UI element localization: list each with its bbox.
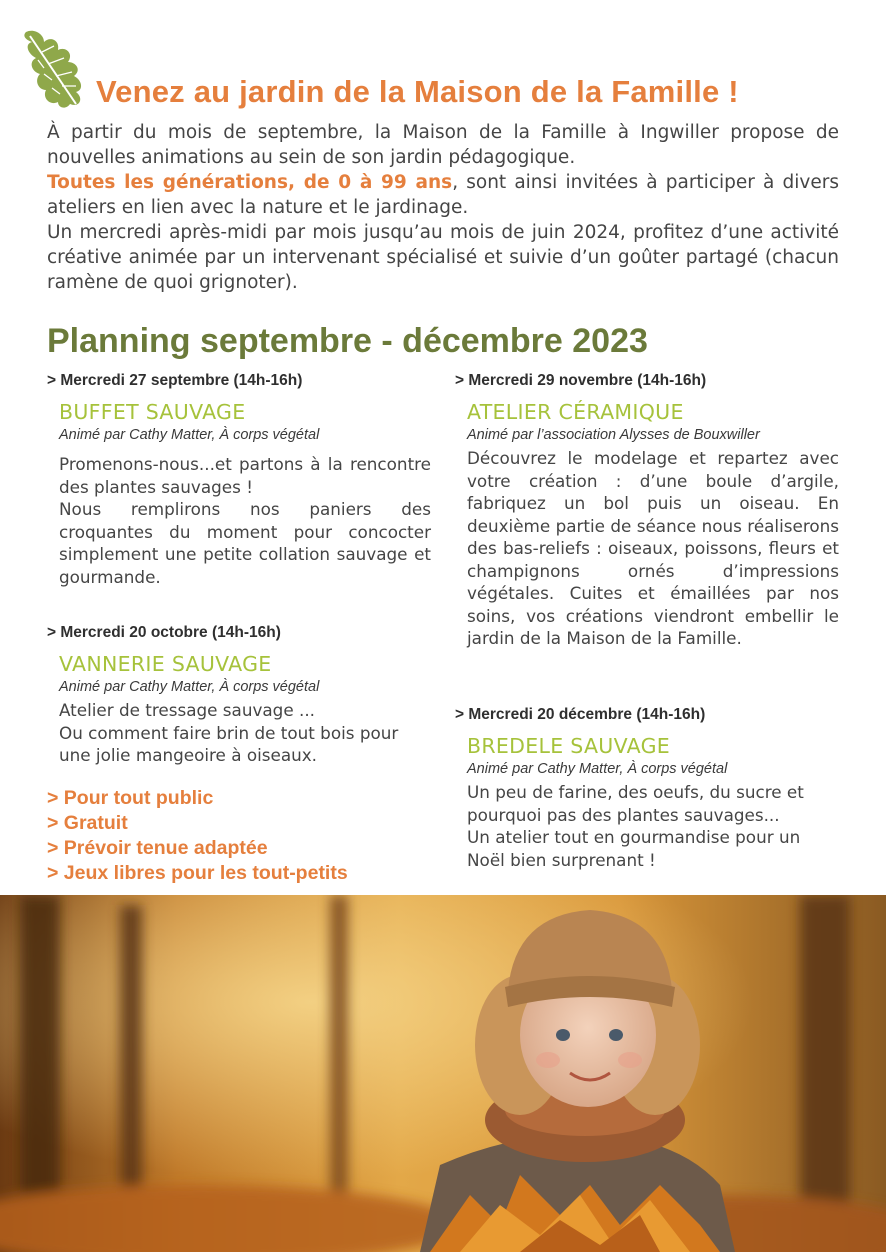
event-title: ATELIER CÉRAMIQUE [467, 400, 684, 424]
info-item: > Prévoir tenue adaptée [47, 837, 268, 859]
event-atelier-ceramique [455, 372, 839, 650]
event-description-line: Un peu de farine, des oeufs, du sucre et pourquoi pas des plantes sauvages... [467, 782, 804, 825]
intro-text [47, 120, 839, 295]
event-description [467, 781, 839, 871]
page-title: Venez au jardin de la Maison de la Famille ! [96, 74, 739, 109]
event-date: > Mercredi 27 septembre (14h-16h) [47, 372, 303, 389]
oak-leaf-icon [14, 24, 98, 114]
info-item: > Pour tout public [47, 787, 214, 809]
event-title: VANNERIE SAUVAGE [59, 652, 272, 676]
event-description-line: Nous remplirons nos paniers des croquantes du moment pour concocter simplement une petite collation sauvage et gourmande. [59, 499, 431, 587]
planning-heading: Planning septembre - décembre 2023 [47, 322, 648, 360]
event-description [59, 453, 431, 588]
event-date: > Mercredi 20 décembre (14h-16h) [455, 706, 706, 723]
event-host: Animé par Cathy Matter, À corps végétal [467, 761, 728, 777]
event-date: > Mercredi 20 octobre (14h-16h) [47, 624, 281, 641]
event-host: Animé par Cathy Matter, À corps végétal [59, 679, 320, 695]
event-vannerie-sauvage [47, 624, 431, 767]
photo-illustration [0, 895, 886, 1252]
autumn-child-photo [0, 895, 886, 1252]
info-item: > Jeux libres pour les tout-petits [47, 862, 348, 884]
event-bredele-sauvage [455, 706, 839, 871]
event-buffet-sauvage [47, 372, 431, 588]
event-title: BREDELE SAUVAGE [467, 734, 671, 758]
event-description-line: Atelier de tressage sauvage ... [59, 700, 315, 720]
practical-info-list [47, 786, 348, 886]
event-description-line: Promenons-nous...et partons à la rencontre des plantes sauvages ! [59, 454, 431, 497]
event-description-line: Un atelier tout en gourmandise pour un Noël bien surprenant ! [467, 827, 801, 870]
intro-paragraph [47, 170, 839, 220]
event-host: Animé par l’association Alysses de Bouxwiller [467, 427, 760, 443]
event-description-line: Découvrez le modelage et repartez avec votre création : d’une boule d’argile, fabriquez un bol puis un oiseau. En deuxième partie de séance nous réaliserons des bas-reliefs : oiseaux, poissons, fleurs et champignons ornés d’impressions végétales. Cuites et émaillées par nos soins, vos créations viendront embellir le jardin de la Maison de la Famille. [467, 448, 839, 648]
intro-paragraph: Un mercredi après-midi par mois jusqu’au mois de juin 2024, profitez d’une activité créative animée par un intervenant spécialisé et suivie d’un goûter partagé (chacun ramène de quoi grignoter). [47, 222, 839, 293]
event-date: > Mercredi 29 novembre (14h-16h) [455, 372, 707, 389]
event-description [59, 699, 431, 767]
info-item: > Gratuit [47, 812, 128, 834]
event-description [467, 447, 839, 650]
event-description-line: Ou comment faire brin de tout bois pour une jolie mangeoire à oiseaux. [59, 722, 399, 765]
intro-paragraph-rest: , sont ainsi invitées à participer à divers ateliers en lien avec la nature et le jardinage. [47, 172, 839, 218]
event-title: BUFFET SAUVAGE [59, 400, 246, 424]
intro-paragraph: À partir du mois de septembre, la Maison de la Famille à Ingwiller propose de nouvelles animations au sein de son jardin pédagogique. [47, 122, 839, 168]
generations-highlight: Toutes les générations, de 0 à 99 ans [47, 172, 453, 193]
event-host: Animé par Cathy Matter, À corps végétal [59, 427, 320, 443]
